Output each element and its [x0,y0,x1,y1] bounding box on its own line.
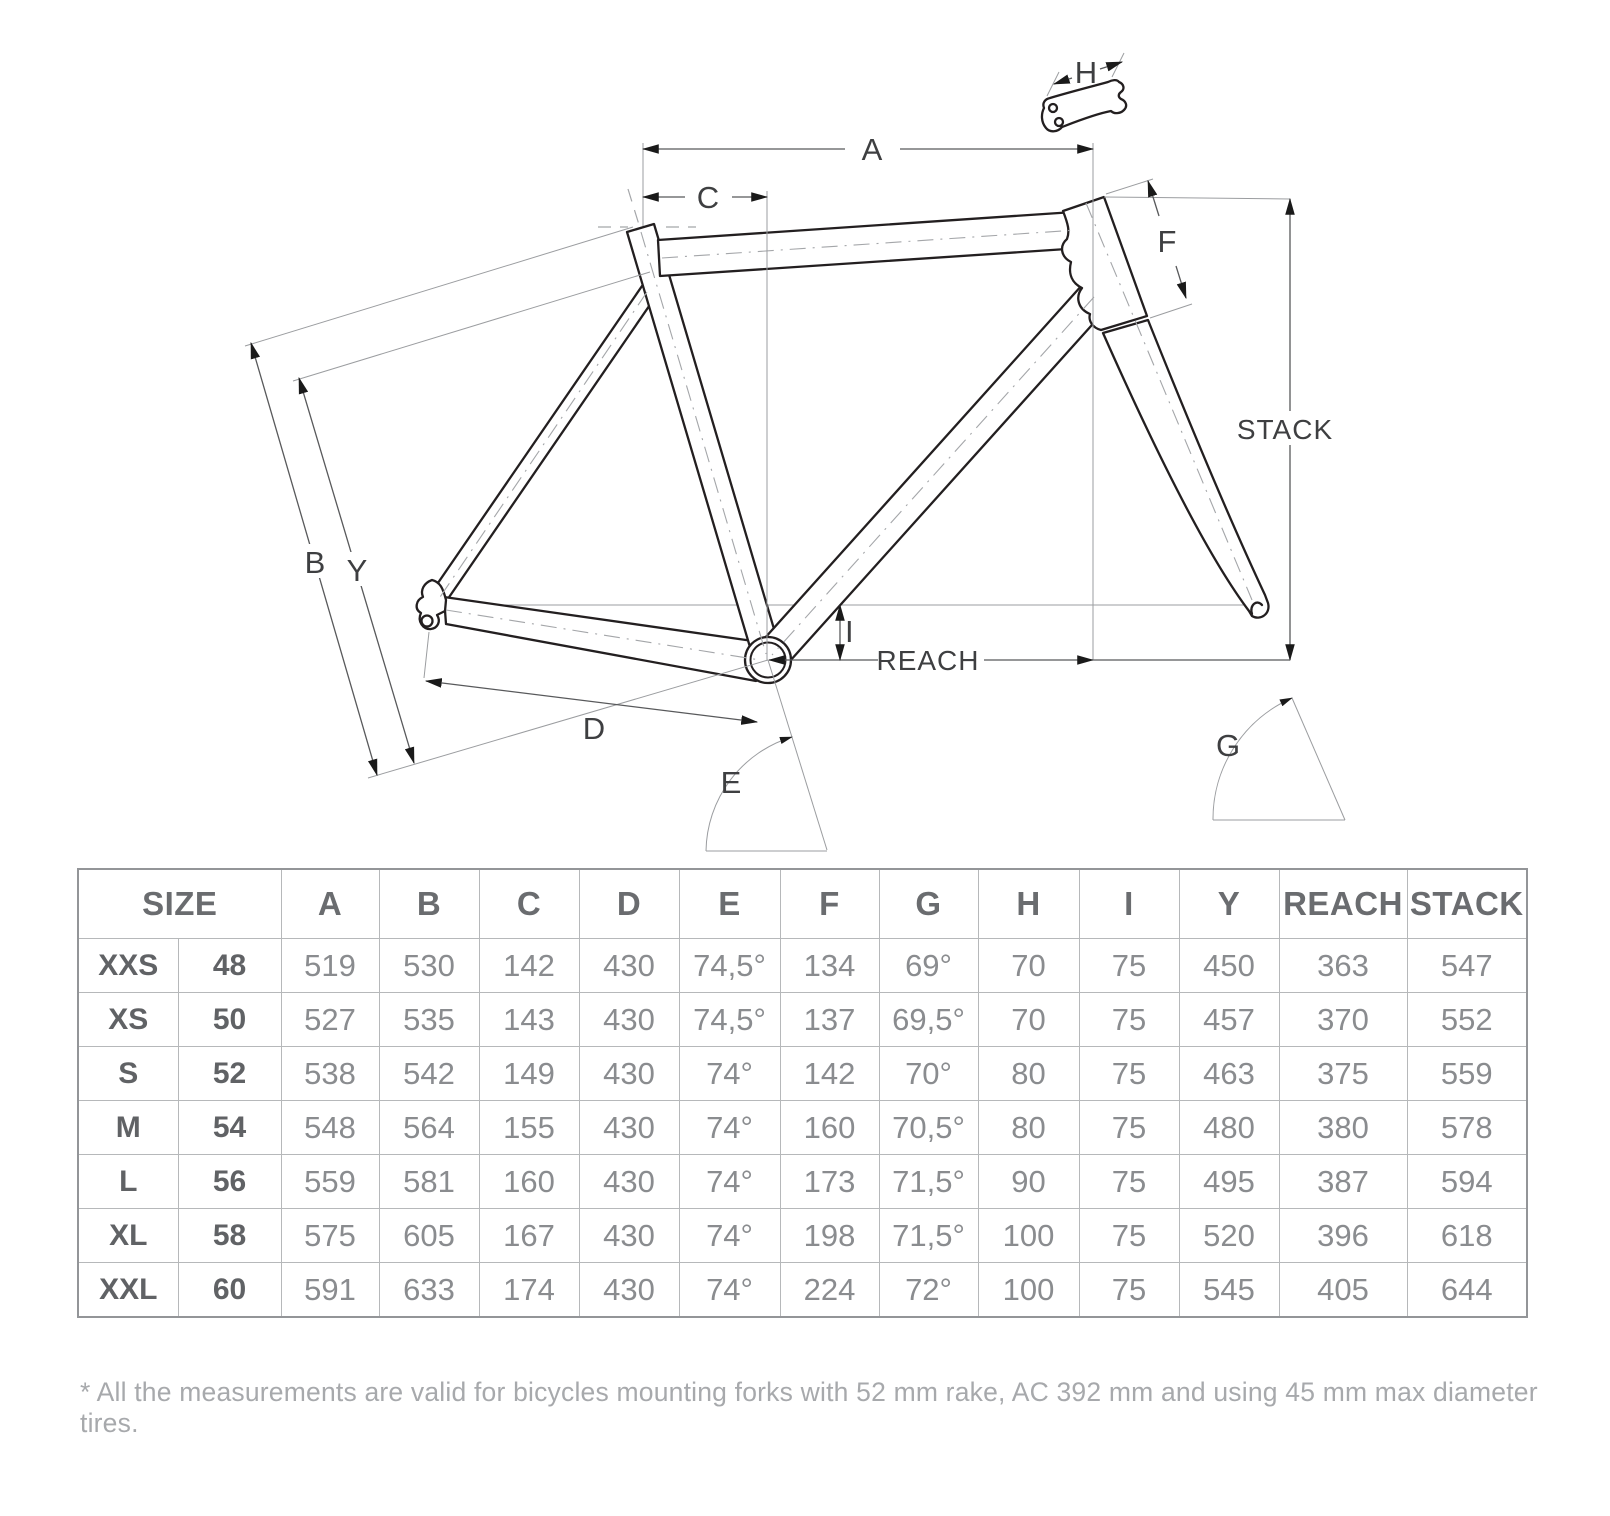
value-cell-f: 173 [780,1155,879,1209]
value-cell-d: 430 [579,1209,679,1263]
value-cell-a: 527 [281,993,379,1047]
value-cell-i: 75 [1079,1155,1179,1209]
value-cell-h: 80 [978,1101,1079,1155]
value-cell-e: 74° [679,1047,780,1101]
value-cell-g: 71,5° [879,1209,978,1263]
value-cell-h: 100 [978,1263,1079,1318]
size-number-cell: 54 [178,1101,281,1155]
column-header-stack: STACK [1407,869,1527,939]
extension-lines [245,53,1290,850]
value-cell-g: 72° [879,1263,978,1318]
value-cell-reach: 380 [1279,1101,1407,1155]
table-row-size-56 [78,1155,1527,1209]
size-label-cell: L [78,1155,178,1209]
table-row-size-60 [78,1263,1527,1318]
value-cell-e: 74° [679,1209,780,1263]
size-label-cell: XS [78,993,178,1047]
seat-tube [627,224,782,664]
size-header-cell: SIZE [78,869,281,939]
value-cell-b: 530 [379,939,479,993]
size-number-cell: 52 [178,1047,281,1101]
table-body [78,939,1527,1318]
value-cell-b: 633 [379,1263,479,1318]
value-cell-d: 430 [579,939,679,993]
value-cell-a: 519 [281,939,379,993]
value-cell-h: 70 [978,993,1079,1047]
value-cell-reach: 405 [1279,1263,1407,1318]
value-cell-b: 605 [379,1209,479,1263]
value-cell-c: 167 [479,1209,579,1263]
value-cell-y: 520 [1179,1209,1279,1263]
value-cell-h: 80 [978,1047,1079,1101]
value-cell-a: 575 [281,1209,379,1263]
value-cell-h: 70 [978,939,1079,993]
value-cell-e: 74° [679,1155,780,1209]
label-B: B [304,545,326,580]
value-cell-d: 430 [579,1155,679,1209]
label-A: A [861,132,883,167]
table-row-size-52 [78,1047,1527,1101]
value-cell-stack: 594 [1407,1155,1527,1209]
value-cell-stack: 618 [1407,1209,1527,1263]
value-cell-stack: 559 [1407,1047,1527,1101]
value-cell-b: 542 [379,1047,479,1101]
value-cell-a: 538 [281,1047,379,1101]
bike-frame-drawing [417,80,1269,683]
value-cell-i: 75 [1079,993,1179,1047]
value-cell-i: 75 [1079,939,1179,993]
value-cell-d: 430 [579,1047,679,1101]
value-cell-y: 463 [1179,1047,1279,1101]
value-cell-f: 198 [780,1209,879,1263]
column-header-y: Y [1179,869,1279,939]
column-header-i: I [1079,869,1179,939]
value-cell-i: 75 [1079,1209,1179,1263]
value-cell-stack: 547 [1407,939,1527,993]
value-cell-e: 74° [679,1101,780,1155]
value-cell-h: 90 [978,1155,1079,1209]
size-number-cell: 56 [178,1155,281,1209]
column-header-a: A [281,869,379,939]
value-cell-g: 70° [879,1047,978,1101]
label-G: G [1215,728,1241,763]
column-header-b: B [379,869,479,939]
construction-dashes [598,189,696,228]
derailleur-hanger-bolt [422,616,433,627]
seat-stay [429,286,656,606]
label-C: C [696,180,720,215]
size-label-cell: XXS [78,939,178,993]
value-cell-a: 559 [281,1155,379,1209]
table-row-size-48 [78,939,1527,993]
value-cell-f: 160 [780,1101,879,1155]
value-cell-c: 149 [479,1047,579,1101]
size-label-cell: S [78,1047,178,1101]
value-cell-f: 224 [780,1263,879,1318]
fork [1103,320,1269,618]
value-cell-d: 430 [579,993,679,1047]
value-cell-c: 174 [479,1263,579,1318]
value-cell-c: 142 [479,939,579,993]
column-header-g: G [879,869,978,939]
stem-bolt-1 [1049,104,1057,112]
size-label-cell: XL [78,1209,178,1263]
value-cell-a: 591 [281,1263,379,1318]
value-cell-b: 535 [379,993,479,1047]
footnote: * All the measurements are valid for bicycles mounting forks with 52 mm rake, AC 392 mm and using 45 mm max diameter tires. [80,1377,1538,1438]
value-cell-f: 142 [780,1047,879,1101]
geometry-table [77,868,1526,1318]
value-cell-g: 69° [879,939,978,993]
column-header-c: C [479,869,579,939]
value-cell-reach: 370 [1279,993,1407,1047]
value-cell-reach: 396 [1279,1209,1407,1263]
size-label-cell: XXL [78,1263,178,1318]
down-tube [755,284,1109,671]
size-number-cell: 50 [178,993,281,1047]
value-cell-c: 143 [479,993,579,1047]
size-number-cell: 58 [178,1209,281,1263]
value-cell-y: 450 [1179,939,1279,993]
value-cell-i: 75 [1079,1047,1179,1101]
value-cell-e: 74° [679,1263,780,1318]
value-cell-stack: 644 [1407,1263,1527,1318]
column-header-h: H [978,869,1079,939]
value-cell-y: 480 [1179,1101,1279,1155]
value-cell-d: 430 [579,1263,679,1318]
column-header-f: F [780,869,879,939]
label-REACH: REACH [876,645,980,676]
value-cell-g: 69,5° [879,993,978,1047]
label-E: E [720,765,742,800]
value-cell-y: 457 [1179,993,1279,1047]
value-cell-y: 495 [1179,1155,1279,1209]
label-Y: Y [346,553,368,588]
value-cell-e: 74,5° [679,993,780,1047]
size-chart [77,868,1528,1318]
value-cell-c: 160 [479,1155,579,1209]
stem-bolt-2 [1055,118,1063,126]
column-header-e: E [679,869,780,939]
value-cell-reach: 387 [1279,1155,1407,1209]
label-I: I [845,614,854,649]
column-header-reach: REACH [1279,869,1407,939]
value-cell-f: 137 [780,993,879,1047]
value-cell-stack: 552 [1407,993,1527,1047]
value-cell-i: 75 [1079,1263,1179,1318]
value-cell-c: 155 [479,1101,579,1155]
label-H: H [1074,55,1098,90]
top-tube [658,212,1082,276]
column-header-d: D [579,869,679,939]
value-cell-i: 75 [1079,1101,1179,1155]
value-cell-e: 74,5° [679,939,780,993]
value-cell-g: 70,5° [879,1101,978,1155]
table-row-size-58 [78,1209,1527,1263]
value-cell-h: 100 [978,1209,1079,1263]
value-cell-b: 564 [379,1101,479,1155]
value-cell-reach: 363 [1279,939,1407,993]
label-F: F [1157,224,1177,259]
value-cell-f: 134 [780,939,879,993]
size-number-cell: 48 [178,939,281,993]
value-cell-y: 545 [1179,1263,1279,1318]
table-row-size-50 [78,993,1527,1047]
label-D: D [582,711,606,746]
size-label-cell: M [78,1101,178,1155]
table-row-size-54 [78,1101,1527,1155]
chainstay [444,597,756,681]
size-number-cell: 60 [178,1263,281,1318]
value-cell-g: 71,5° [879,1155,978,1209]
label-STACK: STACK [1236,414,1334,445]
value-cell-reach: 375 [1279,1047,1407,1101]
value-cell-stack: 578 [1407,1101,1527,1155]
table-header-row [78,869,1527,939]
value-cell-a: 548 [281,1101,379,1155]
value-cell-b: 581 [379,1155,479,1209]
value-cell-d: 430 [579,1101,679,1155]
